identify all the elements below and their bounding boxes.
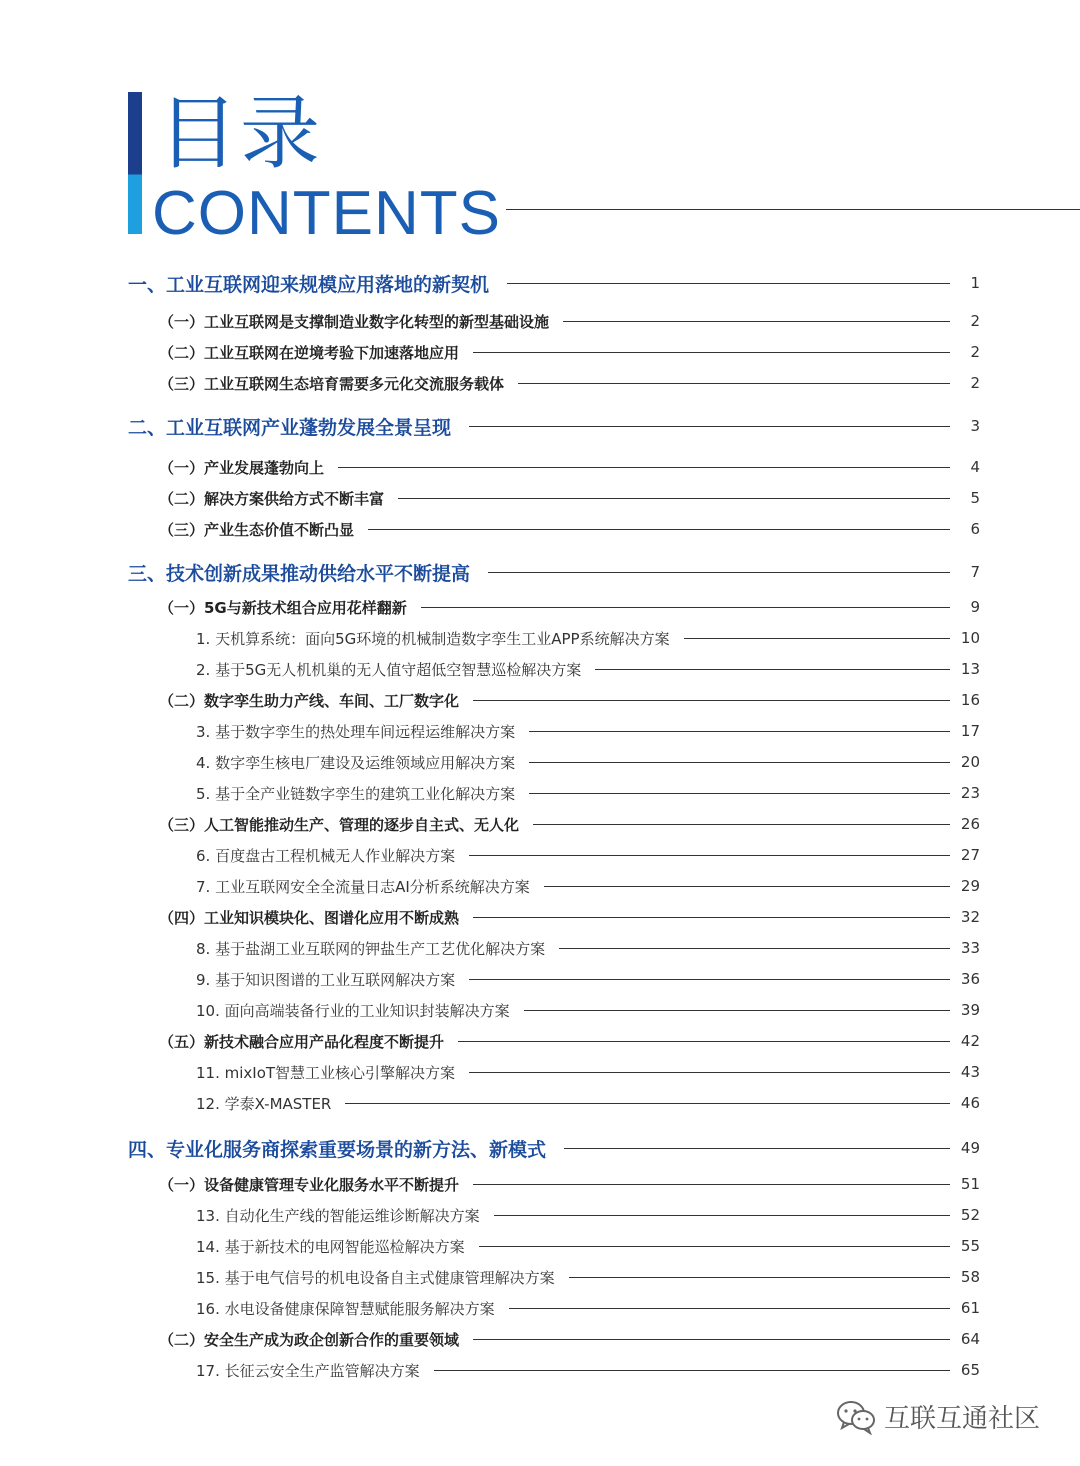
toc-entry[interactable] (196, 1090, 980, 1116)
toc-section[interactable] (159, 339, 980, 365)
toc-label: 16. 水电设备健康保障智慧赋能服务解决方案 (196, 1299, 495, 1318)
toc-leader-line (398, 498, 950, 499)
toc-page-number: 64 (960, 1330, 980, 1348)
toc-label: 10. 面向高端装备行业的工业知识封装解决方案 (196, 1001, 510, 1020)
toc-page-number: 23 (960, 784, 980, 802)
toc-leader-line (421, 607, 950, 608)
toc-page-number: 36 (960, 970, 980, 988)
toc-page-number: 3 (970, 417, 980, 435)
toc-section[interactable] (159, 1326, 980, 1352)
toc-entry[interactable] (196, 780, 980, 806)
toc-page-number: 58 (960, 1268, 980, 1286)
watermark (836, 1398, 1040, 1435)
toc-section[interactable] (159, 370, 980, 396)
toc-page-number: 5 (970, 489, 980, 507)
toc-leader-line (518, 383, 950, 384)
toc-leader-line (684, 638, 950, 639)
toc-label: 7. 工业互联网安全全流量日志AI分析系统解决方案 (196, 877, 530, 896)
toc-page-number: 52 (960, 1206, 980, 1224)
toc-label: （一）设备健康管理专业化服务水平不断提升 (159, 1175, 460, 1194)
toc-label: （一）产业发展蓬勃向上 (159, 458, 325, 477)
toc-label: （二）安全生产成为政企创新合作的重要领域 (159, 1330, 460, 1349)
toc-entry[interactable] (196, 749, 980, 775)
toc-label: 8. 基于盐湖工业互联网的钾盐生产工艺优化解决方案 (196, 939, 546, 958)
toc-page-number: 43 (960, 1063, 980, 1081)
toc-entry[interactable] (196, 656, 980, 682)
toc-label: （二）解决方案供给方式不断丰富 (159, 489, 385, 508)
toc-entry[interactable] (196, 935, 980, 961)
toc-page-number: 1 (970, 274, 980, 292)
toc-chapter[interactable] (128, 268, 980, 298)
toc-section[interactable] (159, 1028, 980, 1054)
toc-label: （三）产业生态价值不断凸显 (159, 520, 355, 539)
toc-section[interactable] (159, 1171, 980, 1197)
toc-leader-line (458, 1041, 950, 1042)
toc-label: 17. 长征云安全生产监管解决方案 (196, 1361, 420, 1380)
toc-page-number: 51 (960, 1175, 980, 1193)
toc-page-number: 4 (970, 458, 980, 476)
toc-page-number: 9 (970, 598, 980, 616)
toc-leader-line (479, 1246, 950, 1247)
toc-entry[interactable] (196, 873, 980, 899)
toc-entry[interactable] (196, 718, 980, 744)
toc-leader-line (338, 467, 950, 468)
toc-label: 6. 百度盘古工程机械无人作业解决方案 (196, 846, 456, 865)
toc-label: 14. 基于新技术的电网智能巡检解决方案 (196, 1237, 465, 1256)
toc-page-number: 39 (960, 1001, 980, 1019)
toc-page-number: 42 (960, 1032, 980, 1050)
toc-leader-line (559, 948, 950, 949)
toc-page-number: 49 (960, 1139, 980, 1157)
toc-page-number: 10 (960, 629, 980, 647)
toc-label: 二、工业互联网产业蓬勃发展全景呈现 (128, 416, 452, 439)
toc-label: （二）数字孪生助力产线、车间、工厂数字化 (159, 691, 460, 710)
toc-page-number: 2 (970, 312, 980, 330)
toc-page-number: 55 (960, 1237, 980, 1255)
toc-leader-line (595, 669, 950, 670)
toc-label: （二）工业互联网在逆境考验下加速落地应用 (159, 343, 460, 362)
toc-label: （一）5G与新技术组合应用花样翻新 (159, 598, 407, 617)
toc-page-number: 33 (960, 939, 980, 957)
toc-label: 11. mixIoT智慧工业核心引擎解决方案 (196, 1063, 456, 1082)
toc-leader-line (564, 1148, 950, 1149)
toc-page-number: 2 (970, 343, 980, 361)
toc-page-number: 27 (960, 846, 980, 864)
toc-label: 15. 基于电气信号的机电设备自主式健康管理解决方案 (196, 1268, 555, 1287)
toc-leader-line (529, 793, 950, 794)
toc-leader-line (529, 762, 950, 763)
toc-label: 9. 基于知识图谱的工业互联网解决方案 (196, 970, 456, 989)
toc-section[interactable] (159, 485, 980, 511)
toc-entry[interactable] (196, 842, 980, 868)
toc-leader-line (569, 1277, 950, 1278)
toc-page-number: 46 (960, 1094, 980, 1112)
toc-label: （三）人工智能推动生产、管理的逐步自主式、无人化 (159, 815, 520, 834)
toc-leader-line (507, 283, 950, 284)
toc-label: 1. 天机算系统：面向5G环境的机械制造数字孪生工业APP系统解决方案 (196, 629, 670, 648)
toc-entry[interactable] (196, 1202, 980, 1228)
toc-label: 12. 学泰X-MASTER (196, 1094, 332, 1113)
toc-entry[interactable] (196, 966, 980, 992)
toc-label: 三、技术创新成果推动供给水平不断提高 (128, 562, 471, 585)
toc-label: 5. 基于全产业链数字孪生的建筑工业化解决方案 (196, 784, 516, 803)
toc-entry[interactable] (196, 997, 980, 1023)
toc-leader-line (469, 1072, 950, 1073)
toc-label: 4. 数字孪生核电厂建设及运维领域应用解决方案 (196, 753, 516, 772)
toc-chapter[interactable] (128, 411, 980, 441)
toc-leader-line (345, 1103, 950, 1104)
toc-section[interactable] (159, 811, 980, 837)
toc-label: 一、工业互联网迎来规模应用落地的新契机 (128, 273, 490, 296)
toc-page-number: 20 (960, 753, 980, 771)
toc-leader-line (488, 572, 950, 573)
toc-label: 13. 自动化生产线的智能运维诊断解决方案 (196, 1206, 480, 1225)
toc-section[interactable] (159, 687, 980, 713)
toc-page-number: 61 (960, 1299, 980, 1317)
toc-leader-line (533, 824, 950, 825)
toc-entry[interactable] (196, 1059, 980, 1085)
toc-chapter[interactable] (128, 1133, 980, 1163)
page-title: 目录 (158, 87, 322, 180)
toc-entry[interactable] (196, 1233, 980, 1259)
toc-page-number: 6 (970, 520, 980, 538)
toc-label: （三）工业互联网生态培育需要多元化交流服务载体 (159, 374, 505, 393)
toc-leader-line (469, 979, 950, 980)
toc-leader-line (473, 1339, 950, 1340)
toc-page-number: 26 (960, 815, 980, 833)
toc-entry[interactable] (196, 625, 980, 651)
toc-leader-line (494, 1215, 950, 1216)
toc-page-number: 17 (960, 722, 980, 740)
toc-page-number: 2 (970, 374, 980, 392)
toc-page-number: 7 (970, 563, 980, 581)
toc-leader-line (473, 1184, 950, 1185)
toc-section[interactable] (159, 516, 980, 542)
toc-leader-line (529, 731, 950, 732)
toc-leader-line (473, 917, 950, 918)
toc-page-number: 29 (960, 877, 980, 895)
toc-entry[interactable] (196, 1357, 980, 1383)
toc-leader-line (509, 1308, 950, 1309)
toc-leader-line (434, 1370, 950, 1371)
toc-leader-line (469, 855, 950, 856)
toc-label: 3. 基于数字孪生的热处理车间远程运维解决方案 (196, 722, 516, 741)
toc-leader-line (563, 321, 950, 322)
toc-leader-line (544, 886, 950, 887)
toc-leader-line (473, 352, 950, 353)
toc-page-number: 13 (960, 660, 980, 678)
toc-section[interactable] (159, 308, 980, 334)
toc-page-number: 32 (960, 908, 980, 926)
toc-section[interactable] (159, 904, 980, 930)
toc-label: （四）工业知识模块化、图谱化应用不断成熟 (159, 908, 460, 927)
toc-page-number: 65 (960, 1361, 980, 1379)
page-subtitle: CONTENTS (152, 179, 501, 248)
toc-entry[interactable] (196, 1264, 980, 1290)
toc-leader-line (524, 1010, 950, 1011)
toc-leader-line (469, 426, 950, 427)
toc-leader-line (368, 529, 950, 530)
toc-label: 2. 基于5G无人机机巢的无人值守超低空智慧巡检解决方案 (196, 660, 582, 679)
toc-label: （五）新技术融合应用产品化程度不断提升 (159, 1032, 445, 1051)
toc-leader-line (473, 700, 950, 701)
toc-page-number: 16 (960, 691, 980, 709)
title-divider (506, 209, 1080, 210)
wechat-icon (836, 1399, 876, 1435)
watermark-text: 互联互通社区 (884, 1404, 1041, 1434)
toc-label: （一）工业互联网是支撑制造业数字化转型的新型基础设施 (159, 312, 550, 331)
toc-entry[interactable] (196, 1295, 980, 1321)
toc-section[interactable] (159, 454, 980, 480)
toc-chapter[interactable] (128, 557, 980, 587)
toc-label: 四、专业化服务商探索重要场景的新方法、新模式 (128, 1138, 547, 1161)
toc-section[interactable] (159, 594, 980, 620)
title-accent-bar (128, 92, 142, 234)
